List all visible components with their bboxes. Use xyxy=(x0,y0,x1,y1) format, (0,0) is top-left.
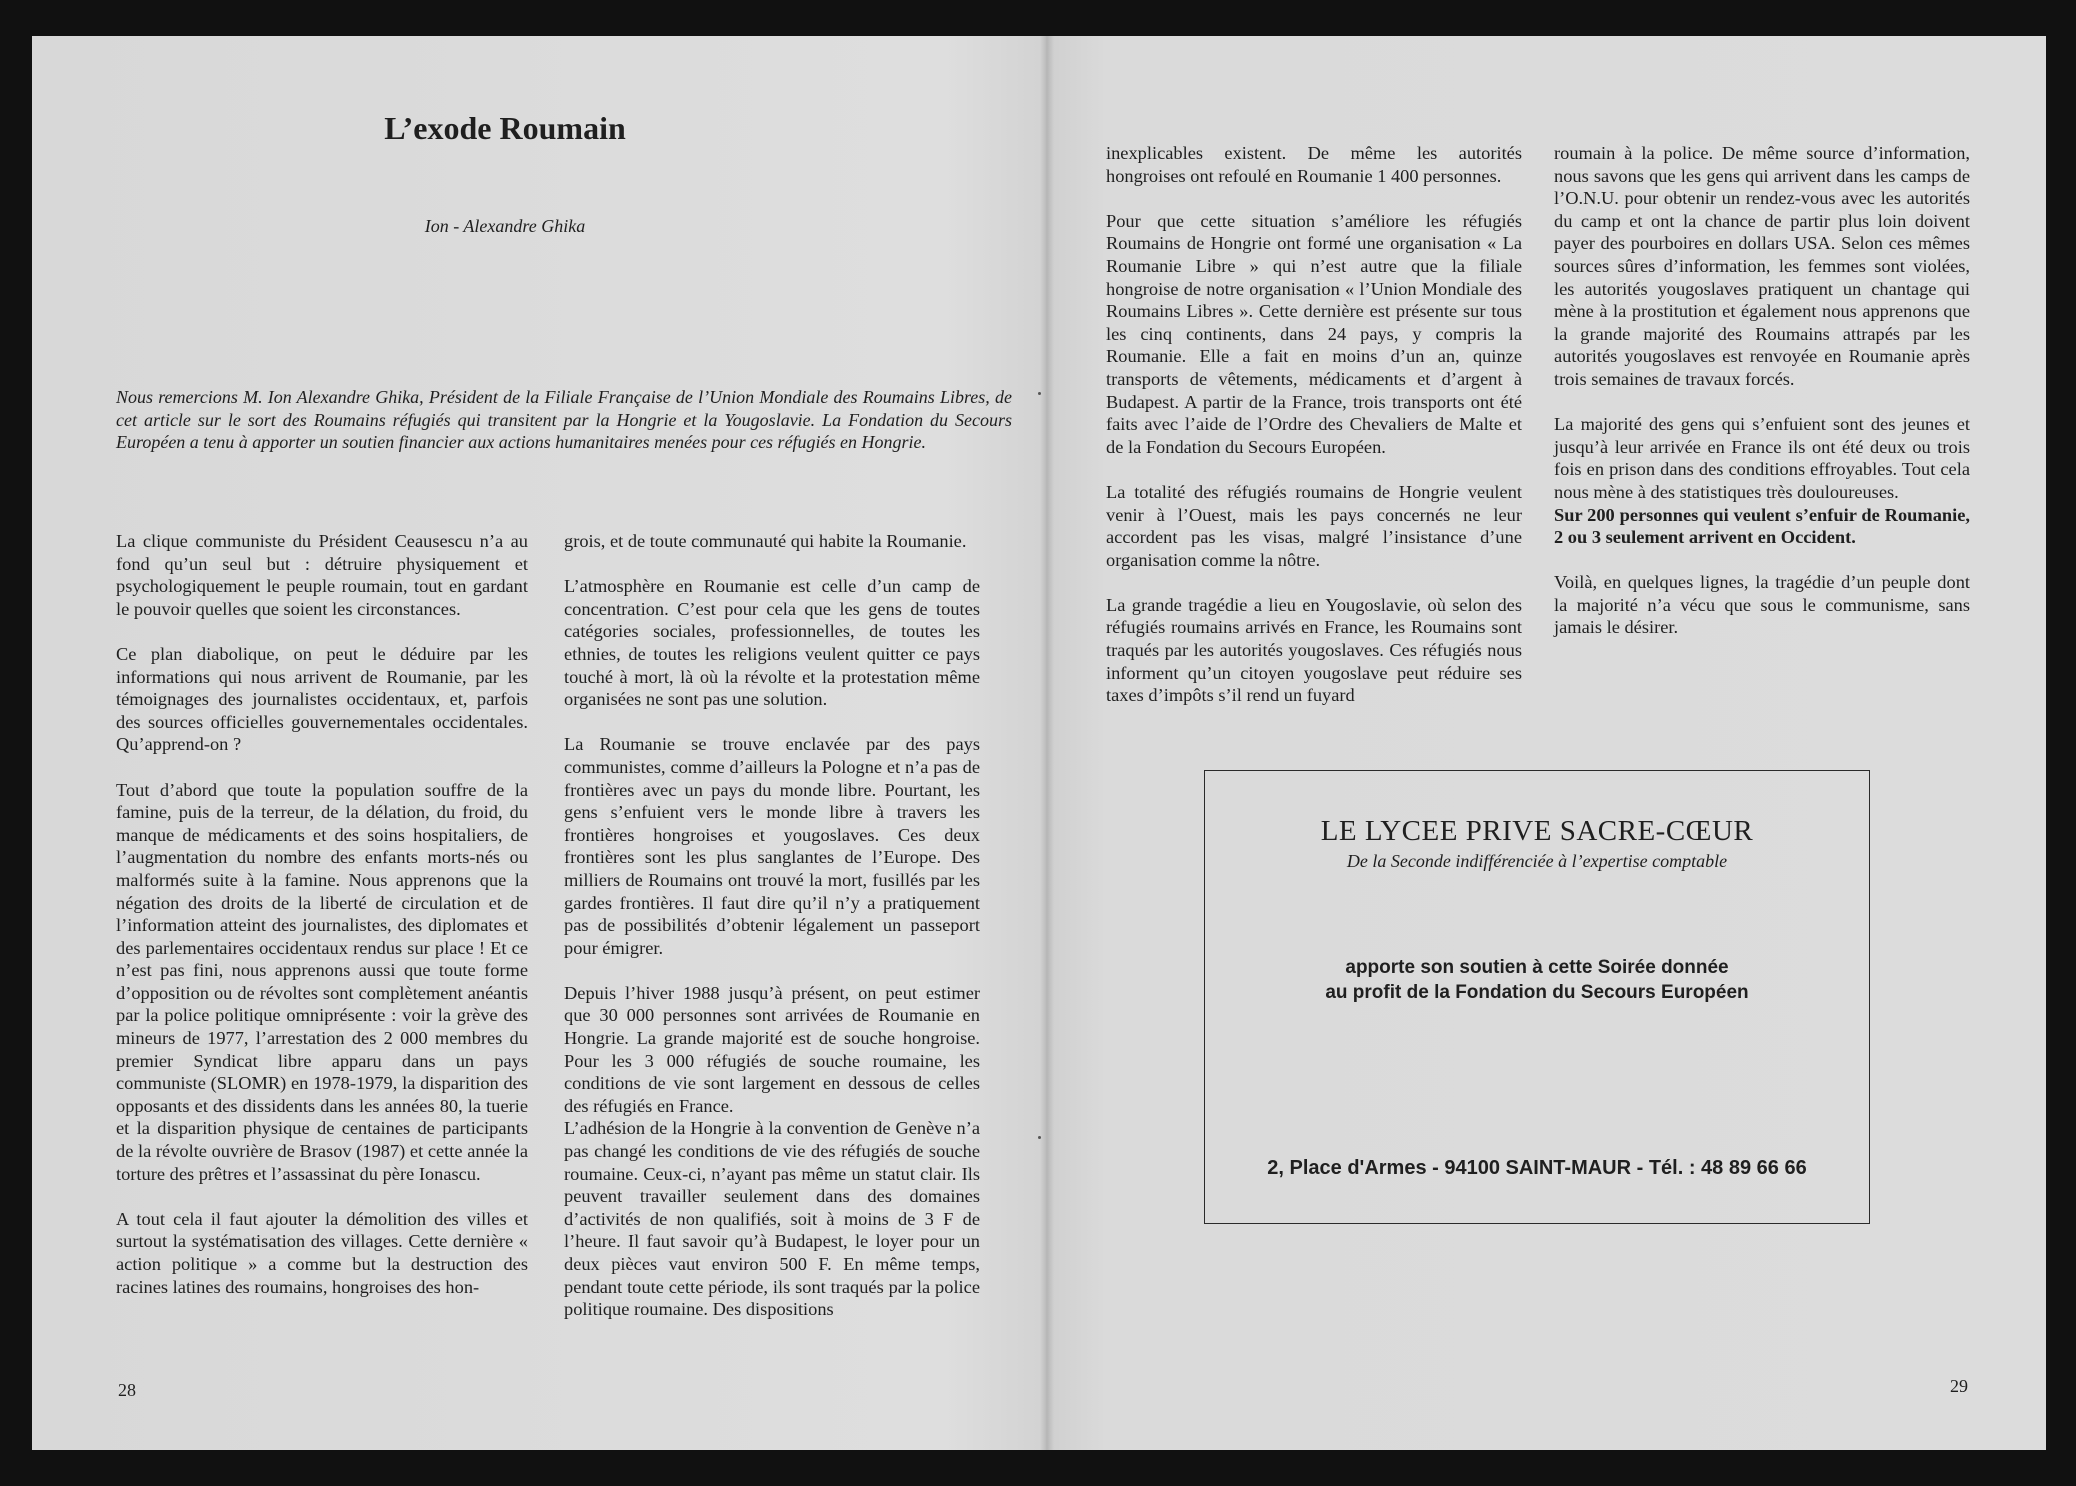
paragraph: Voilà, en quelques lignes, la tragédie d’un peuple dont la majorité n’a vécu que sous le communisme, sans jamais le désirer. xyxy=(1554,572,1970,638)
advertisement-box xyxy=(1204,770,1870,1224)
paragraph: La majorité des gens qui s’enfuient sont des jeunes et jusqu’à leur arrivée en France ils ont été deux ou trois fois en prison dans des conditions effroyables. Tout cela nous mène à des statistiques très douloureuses. xyxy=(1554,414,1970,502)
print-mark xyxy=(1038,1136,1041,1139)
paragraph: La Roumanie se trouve enclavée par des pays communistes, comme d’ailleurs la Pologne et n’a pas de frontières avec un pays du monde libre. Pourtant, les gens s’enfuient vers le monde libre à travers les frontières hongroises et yougoslaves. Ces deux frontières sont les plus sanglantes de l’Europe. Des milliers de Roumains ont trouvé la mort, fusillés par les gardes frontières. Il faut dire qu’il n’y a pratiquement pas de possibilités d’obtenir légalement un passeport pour émigrer. xyxy=(564,734,980,958)
paragraph: inexplicables existent. De même les autorités hongroises ont refoulé en Roumanie 1 400 personnes. xyxy=(1106,143,1522,186)
ad-subtitle: De la Seconde indifférenciée à l’expertise comptable xyxy=(1346,851,1728,871)
right-column-1 xyxy=(1106,142,1522,707)
paragraph: La grande tragédie a lieu en Yougoslavie, où selon des réfugiés roumains arrivés en France, les Roumains sont traqués par les autorités yougoslaves. Ces réfugiés nous informent qu’un citoyen yougoslave peut réduire ses taxes d’impôts s’il rend un fuyard xyxy=(1106,594,1522,706)
paragraph: L’atmosphère en Roumanie est celle d’un camp de concentration. C’est pour cela que les gens de toutes catégories sociales, professionnelles, de toutes les ethnies, de toutes les religions veulent quitter ce pays touché à mort, là où la révolte et la protestation même organisées ne sont pas une solution. xyxy=(564,576,980,710)
ad-support-text xyxy=(1205,955,1869,1005)
ad-support-line: apporte son soutien à cette Soirée donnée xyxy=(1345,957,1729,978)
left-column-2 xyxy=(564,530,980,1321)
highlight-paragraph: Sur 200 personnes qui veulent s’enfuir de Roumanie, 2 ou 3 seulement arrivent en Occident. xyxy=(1554,504,1970,548)
paragraph: L’adhésion de la Hongrie à la convention de Genève n’a pas changé les conditions de vie des réfugiés de souche roumaine. Ceux-ci, n’ayant pas même un statut clair. Ils peuvent travailler seulement dans des domaines d’activités de non qualifiés, soit à moins de 3 F de l’heure. Il faut savoir qu’à Budapest, le loyer pour un deux pièces vaut environ 500 F. En même temps, pendant toute cette période, ils sont traqués par la police politique roumaine. Des dispositions xyxy=(564,1118,980,1320)
ad-support-line: au profit de la Fondation du Secours Européen xyxy=(1325,982,1749,1003)
paragraph: Tout d’abord que toute la population souffre de la famine, puis de la terreur, de la délation, du froid, du manque de médicaments et des soins hospitaliers, de l’augmentation du nombre des enfants morts-nés ou malformés suite à la famine. Nous apprenons que la négation des droits de la liberté de circulation et de l’information atteint des journalistes, des diplomates et des parlementaires occidentaux rendus sur place ! Et ce n’est pas fini, nous apprenons aussi que toute forme d’opposition ou de révoltes sont complètement anéantis par la police politique omniprésente : voir la grève des mineurs de 1977, l’arrestation des 2 000 membres du premier Syndicat libre apparu dans un pays communiste (SLOMR) en 1978-1979, la disparition des opposants et des dissidents dans les années 80, la tuerie et la disparition physique de centaines de participants de la révolte ouvrière de Brasov (1987) et cette année la torture des prêtres et l’assassinat du père Ionascu. xyxy=(116,779,528,1184)
paragraph: Ce plan diabolique, on peut le déduire par les informations qui nous arrivent de Roumanie, par les témoignages des journalistes occidentaux, et, parfois des sources officielles gouvernementales occidentales. Qu’apprend-on ? xyxy=(116,643,528,755)
page-number-left: 28 xyxy=(118,1380,136,1400)
article-author: Ion - Alexandre Ghika xyxy=(424,216,586,236)
paragraph: La totalité des réfugiés roumains de Hongrie veulent venir à l’Ouest, mais les pays concernés ne leur accordent pas les visas, malgré l’insistance d’une organisation comme la nôtre. xyxy=(1106,481,1522,570)
ad-title: LE LYCEE PRIVE SACRE-CŒUR xyxy=(1320,815,1754,847)
left-column-1 xyxy=(116,530,528,1298)
page-number-right: 29 xyxy=(1950,1376,1968,1396)
article-title: L’exode Roumain xyxy=(384,110,626,146)
paragraph: grois, et de toute communauté qui habite la Roumanie. xyxy=(564,531,967,551)
paragraph: Pour que cette situation s’améliore les réfugiés Roumains de Hongrie ont formé une organisation « La Roumanie Libre » qui n’est autre que la filiale hongroise de notre organisation « l’Union Mondiale des Roumains Libres ». Cette dernière est présente sur tous les cinq continents, dans 24 pays, y compris la Roumanie. Elle a fait en moins d’un an, quinze transports de vêtements, médicaments et d’argent à Budapest. A partir de la France, trois transports ont été faits avec l’aide de l’Ordre des Chevaliers de Malte et de la Fondation du Secours Européen. xyxy=(1106,210,1522,457)
paragraph: Depuis l’hiver 1988 jusqu’à présent, on peut estimer que 30 000 personnes sont arrivées de Roumanie en Hongrie. La grande majorité est de souche hongroise. Pour les 3 000 réfugiés de souche roumaine, les conditions de vie sont largement en dessous de celles des réfugiés en France. xyxy=(564,982,980,1116)
print-mark xyxy=(1038,392,1041,395)
ad-address: 2, Place d'Armes - 94100 SAINT-MAUR - Tél. : 48 89 66 66 xyxy=(1267,1157,1807,1179)
paragraph: La clique communiste du Président Ceausescu n’a au fond qu’un seul but : détruire physiquement et psychologiquement le peuple roumain, tout en gardant le pouvoir quelles que soient les circonstances. xyxy=(116,531,528,619)
article-intro: Nous remercions M. Ion Alexandre Ghika, Président de la Filiale Française de l’Union Mondiale des Roumains Libres, de cet article sur le sort des Roumains réfugiés qui transitent par la Hongrie et la Yougoslavie. La Fondation du Secours Européen a tenu à apporter un soutien financier aux actions humanitaires menées pour ces réfugiés en Hongrie. xyxy=(116,387,1012,453)
paragraph: roumain à la police. De même source d’information, nous savons que les gens qui arrivent dans les camps de l’O.N.U. pour obtenir un rendez-vous avec les autorités du camp et ont la chance de partir plus loin doivent payer des pourboires en dollars USA. Selon ces mêmes sources sûres d’information, les femmes sont violées, les autorités yougoslaves pratiquent un chantage qui mène à la prostitution et également nous apprenons que la grande majorité des Roumains attrapés par les autorités yougoslaves est renvoyée en Roumanie après trois semaines de travaux forcés. xyxy=(1554,143,1970,389)
paragraph: A tout cela il faut ajouter la démolition des villes et surtout la systématisation des villages. Cette dernière « action politique » a comme but la destruction des racines latines des roumains, hongroises des hon- xyxy=(116,1208,528,1297)
right-column-2 xyxy=(1554,142,1970,639)
page-gutter xyxy=(1040,36,1054,1450)
